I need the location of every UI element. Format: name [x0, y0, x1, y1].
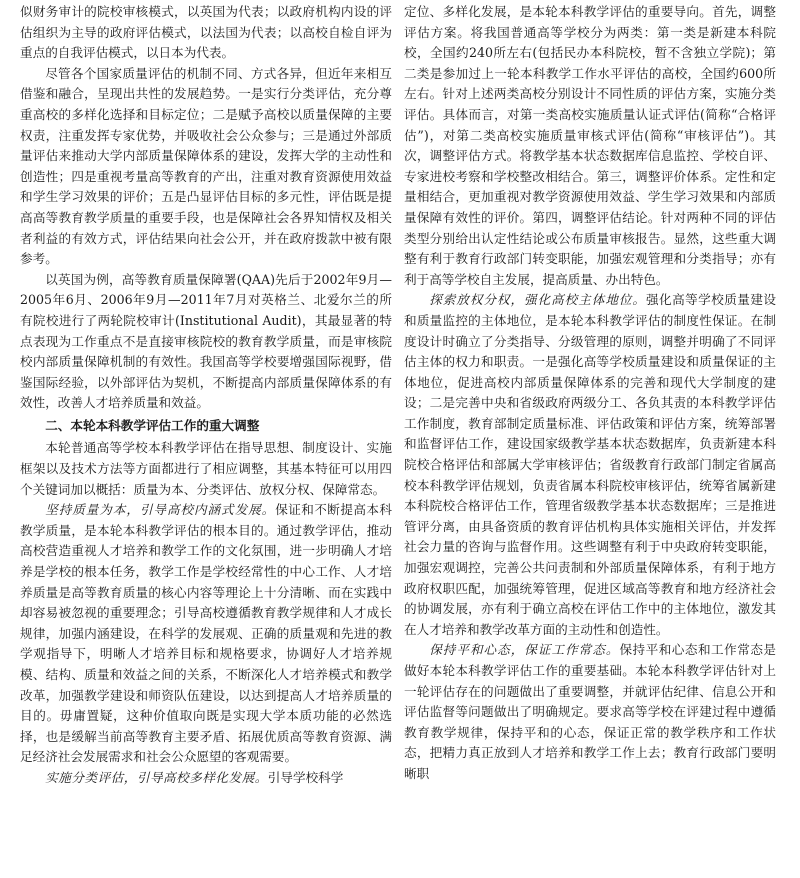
- paragraph: [404, 290, 776, 640]
- paragraph-body: 引导学校科学: [267, 769, 344, 785]
- paragraph-body: 保证和不断提高本科教学质量，是本轮本科教学评估的根本目的。通过教学评估，推动高校营造重视人才培养和教学工作的文化氛围，进一步明确人才培养是学校的根本任务，教学工作是学校经常性的中心工作、人才培养质量是高等教育质量的核心内容等理论上十分清晰、而在实践中却容易被忽视的重要理念；引导高校遵循教育教学规律和人才成长规律，加强内涵建设，在科学的发展观、正确的质量观和先进的教学观指导下，明晰人才培养目标和规格要求，协调好人才培养规模、结构、质量和效益之间的关系，不断深化人才培养模式和教学改革，加强教学建设和师资队伍建设，以达到提高人才培养质量的目的。毋庸置疑，这种价值取向既是实现大学本质功能的必然选择，也是缓解当前高等教育主要矛盾、拓展优质高等教育资源、满足经济社会发展需求和社会公众愿望的客观需要。: [20, 502, 392, 765]
- left-column: [20, 2, 392, 876]
- section-heading: 二、本轮本科教学评估工作的重大调整: [45, 417, 260, 433]
- paragraph-lead: 坚持质量为本，引导高校内涵式发展。: [45, 502, 276, 518]
- paragraph-lead: 保持平和心态，保证工作常态。: [429, 642, 620, 658]
- paragraph: [20, 768, 392, 789]
- paragraph: 以英国为例，高等教育质量保障署(QAA)先后于2002年9月—2005年6月、2006年9月—2011年7月对英格兰、北爱尔兰的所有院校进行了两轮院校审计(Institutional Audit)，其最显著的特点表现为工作重点不是直接审核院校的教育教学质量，而是审核院校内部质量保障机制的有效性。我国高等学校要增强国际视野，借鉴国际经验，以外部评估为契机，不断提高内部质量保障体系的有效性，改善人才培养质量和效益。: [20, 271, 392, 411]
- paragraph-body: 保持平和心态和工作常态是做好本轮本科教学评估工作的重要基础。本轮本科教学评估针对上一轮评估存在的问题做出了重要调整，并就评估纪律、信息公开和评估监督等问题做出了明确规定。要求高等学校在评建过程中遵循教育教学规律，保持平和的心态，保证正常的教学秩序和工作状态，把精力真正放到人才培养和教学工作上去；教育行政部门要明晰职: [404, 642, 776, 781]
- paragraph: 本轮普通高等学校本科教学评估在指导思想、制度设计、实施框架以及技术方法等方面都进行了相应调整，其基本特征可以用四个关键词加以概括：质量为本、分类评估、放权分权、保障常态。: [20, 440, 392, 497]
- paragraph: 定位、多样化发展，是本轮本科教学评估的重要导向。首先，调整评估方案。将我国普通高等学校分为两类：第一类是新建本科院校，全国约240所左右(包括民办本科院校，暂不含独立学院)；第二类是参加过上一轮本科教学工作水平评估的高校，全国约600所左右。针对上述两类高校分别设计不同性质的评估方案，实施分类评估。具体而言，对第一类高校实施质量认证式评估(简称“合格评估”)，对第二类高校实施质量审核式评估(简称“审核评估”)。其次，调整评估方式。将教学基本状态数据库信息监控、学校自评、专家进校考察和学校整改相结合。第三，调整评价体系。定性和定量相结合，更加重视对教学资源使用效益、学生学习效果和内部质量保障有效性的评价。第四，调整评估结论。针对两种不同的评估类型分别给出认定性结论或公布质量审核报告。显然，这些重大调整有利于教育行政部门转变职能，加强宏观管理和分类指导；亦有利于高等学校自主发展，提高质量、办出特色。: [404, 4, 776, 287]
- right-column: [404, 2, 776, 876]
- paragraph: 似财务审计的院校审核模式，以英国为代表；以政府机构内设的评估组织为主导的政府评估模式，以法国为代表；以高校自检自评为重点的自我评估模式，以日本为代表。: [20, 4, 392, 61]
- paragraph: [404, 640, 776, 784]
- paragraph-body: 强化高等学校质量建设和质量监控的主体地位，是本轮本科教学评估的制度性保证。在制度设计时确立了分类指导、分级管理的原则，调整并明确了不同评估主体的权力和职责。一是强化高等学校质量建设和质量保证的主体地位，促进高校内部质量保障体系的完善和现代大学制度的建设；二是完善中央和省级政府两级分工、各负其责的本科教学评估工作制度，教育部制定质量标准、评估政策和评估方案，统筹部署和监督评估工作，建设国家级教学基本状态数据库，负责新建本科院校合格评估和部属大学审核评估；省级教育行政部门制定省属高校本科教学评估规划，负责省属本科院校审核评估，统筹省属新建本科院校合格评估工作，管理省级教学基本状态数据库；三是推进管评分离，由具备资质的教育评估机构具体实施相关评估，并发挥社会力量的咨询与监督作用。这些调整有利于中央政府转变职能，加强宏观调控，完善公共问责制和外部质量保障体系，有利于地方政府权职匹配，加强统筹管理，促进区域高等教育和地方经济社会的协调发展，亦有利于确立高校在评估工作中的主体地位，激发其在人才培养和教学改革方面的主动性和创造性。: [404, 292, 776, 637]
- paragraph: 尽管各个国家质量评估的机制不同、方式各异，但近年来相互借鉴和融合，呈现出共性的发展趋势。一是实行分类评估，充分尊重高校的多样化选择和目标定位；二是赋予高校以质量保障的主要权责，注重发挥专家优势，并吸收社会公众参与；三是通过外部质量评估来推动大学内部质量保障体系的建设，发挥大学的主动性和创造性；四是重视考量高等教育的产出，注重对教育资源使用效益和学生学习效果的评价；五是凸显评估目标的多元性，评估既是提高高等教育教学质量的重要手段，也是保障社会各界知情权及相关者利益的有效方式，评估结果向社会公开，并在政府拨款中被有限参考。: [20, 65, 392, 267]
- paragraph-lead: 实施分类评估，引导高校多样化发展。: [45, 769, 268, 785]
- paragraph-lead: 探索放权分权，强化高校主体地位。: [429, 292, 646, 308]
- paragraph: [20, 500, 392, 768]
